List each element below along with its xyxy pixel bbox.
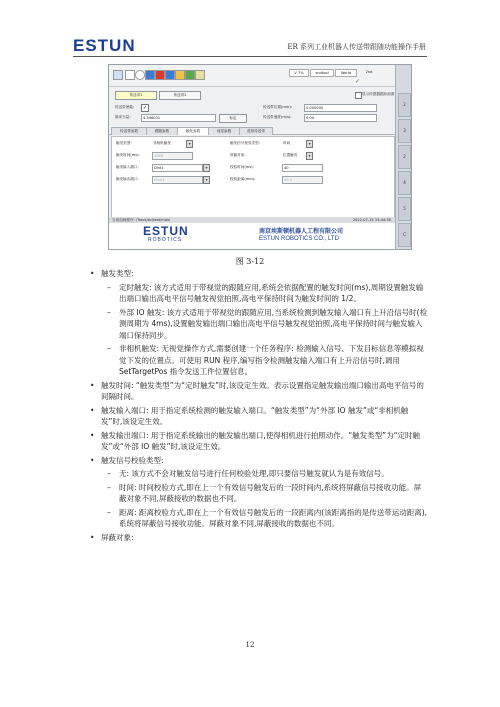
bullet-item: [88, 380, 428, 403]
figure-caption: 图 3-12: [235, 257, 265, 266]
banner-company-en: ESTUN ROBOTICS CO., LTD: [259, 236, 339, 242]
bullet-item: [88, 532, 428, 544]
bullet-text: 距离: 距离校验方式,即在上一个有效信号触发后的一段距离内(该距离指的是传送带运动距离),系统将屏蔽信号接收功能。屏蔽对象不同,屏蔽接收的数据也不同。: [119, 507, 428, 528]
bullet-marker: •: [90, 455, 95, 465]
show-plane-checkbox[interactable]: [355, 92, 362, 99]
world-field[interactable]: World: [335, 69, 357, 77]
out-port-dropdown-icon[interactable]: ▾: [203, 176, 210, 184]
bullet-text: 触发信号校验类型:: [101, 455, 164, 465]
bullet-item: [88, 282, 428, 305]
coordinate-icon[interactable]: [135, 70, 145, 80]
tab-virtual-conveyor[interactable]: 虚拟传送带: [239, 127, 273, 135]
manual-title: ER 系列工业机器人传送带跟随功能操作手册: [287, 43, 426, 51]
bullet-marker: •: [90, 532, 95, 542]
bullet-item: [88, 468, 428, 480]
bullet-marker: –: [107, 307, 111, 317]
tab-follow-params[interactable]: 跟随参数: [146, 127, 178, 135]
tab-row: [109, 127, 395, 135]
bullet-marker: •: [90, 430, 95, 440]
status-time: 2022-07-15 15:44:30: [352, 218, 391, 222]
bullet-text: 触发类型:: [101, 269, 134, 278]
pulse-field[interactable]: 4.346031: [141, 114, 216, 122]
bullet-text: 时间: 时间校验方式,即在上一个有效信号触发后的一段时间内,系统将屏蔽信号接收功能。屏蔽对象不同,屏蔽接收的数据也不同。: [119, 482, 422, 503]
bullet-marker: –: [107, 282, 111, 292]
in-port-dropdown-icon[interactable]: ▾: [203, 164, 210, 172]
conveyor-settings-screenshot: [108, 64, 412, 250]
bullet-item: [88, 482, 428, 505]
in-port-label: 触发输入端口:: [116, 165, 139, 169]
speed-field[interactable]: V 7%: [289, 69, 309, 77]
status-field: 2nd: [365, 70, 373, 74]
bullet-marker: –: [107, 482, 111, 492]
banner-logo: ESTUN: [143, 224, 189, 238]
bullet-marker: •: [90, 269, 95, 278]
run-mode-icon[interactable]: [175, 70, 185, 80]
banner-company-cn: 南京埃斯顿机器人工程有限公司: [259, 228, 344, 235]
in-port-field[interactable]: Dint1: [152, 164, 203, 172]
trigger-time-label: 触发时间(ms):: [116, 153, 140, 157]
stop-icon[interactable]: [155, 70, 165, 80]
out-port-label: 触发输出端口:: [116, 177, 139, 181]
mask-field[interactable]: 位置触发: [283, 153, 298, 157]
bullet-text: 触发输出端口: 用于指定系统输出的触发输出端口,使得相机进行拍照动作。“触发类型”为“定时触发”或“外部 IO 触发”时,该设定生效。: [101, 430, 420, 451]
bullet-marker: –: [107, 344, 111, 353]
side-tab-4[interactable]: 4: [398, 171, 411, 195]
tab-trigger-params[interactable]: 触发参数: [177, 127, 209, 135]
right-side-tabs: [395, 65, 411, 249]
main-panel: [109, 87, 395, 217]
pos-label: 传送带位置(mm):: [263, 105, 292, 109]
bullet-marker: –: [107, 507, 111, 517]
banner-robotics: ROBOTICS: [148, 237, 183, 243]
monitor-icon[interactable]: [165, 70, 175, 80]
estun-banner: [109, 223, 395, 249]
mask-label: 屏蔽对象:: [230, 153, 246, 157]
enable-label: 传送带使能:: [115, 105, 135, 109]
bullet-text: 无: 该方式不会对触发信号进行任何校验处理,即只要信号触发就认为是有效信号。: [119, 469, 389, 478]
trigger-params-panel: [111, 136, 395, 218]
side-tab-3[interactable]: 2: [398, 145, 411, 169]
servo-icon[interactable]: [185, 70, 195, 80]
bullet-marker: –: [107, 469, 111, 478]
check-time-label: 校验时间(ms):: [230, 165, 254, 169]
header-rule: [73, 56, 427, 57]
check-type-label: 触发信号校验类型:: [230, 141, 260, 145]
check-dist-label: 校验距离(mm):: [230, 177, 256, 181]
trigger-time-field[interactable]: 1000: [152, 152, 193, 160]
conveyor2-button[interactable]: 传送带2: [159, 91, 201, 100]
trigger-type-label: 触发类型:: [116, 141, 132, 145]
out-port-field[interactable]: Dout1: [152, 176, 203, 184]
pulse-label: 脉冲当量:: [115, 115, 131, 119]
pos-field: 0.000000: [304, 104, 377, 112]
home-icon[interactable]: [113, 70, 123, 80]
side-tab-2[interactable]: 3: [398, 119, 411, 143]
file-icon[interactable]: [125, 70, 135, 80]
bullet-text: 非相机触发: 无视觉操作方式,需要创建一个任务程序: 检测输入信号、下发目标信息等模拟视觉下发的位置点。可使用 RUN 程序,编写指令检测触发输入端口有上升沿信号时,调用 SetTargetPos 指令发送工件位置信息。: [119, 344, 424, 376]
bullet-text: 定时触发: 该方式适用于带视觉的跟随应用,系统会依据配置的触发时间(ms),周期设置触发输出端口输出高电平信号触发视觉拍照,高电平保持时间为触发时间的 1/2。: [119, 282, 424, 303]
show-plane-label: 显示传感器跟踪画面: [362, 92, 395, 96]
tab-conveyor-params[interactable]: 传送带参数: [111, 127, 147, 135]
bullet-item: [88, 405, 428, 428]
bullet-item: [88, 307, 428, 342]
side-tab-6[interactable]: C: [398, 223, 411, 247]
tab-vision-params[interactable]: 视觉参数: [208, 127, 240, 135]
side-tab-1[interactable]: 2: [398, 93, 411, 117]
mask-dropdown-icon[interactable]: ▾: [306, 152, 313, 160]
bullet-text: 外部 IO 触发: 该方式适用于带视觉的跟随应用,当系统检测到触发输入端口有上升沿信号时(检测周期为 4ms),设置触发输出端口输出高电平信号触发视觉拍照,高电平保持时间与触发输入端口保持同步。: [119, 307, 428, 340]
estun-logo: ESTUN: [73, 36, 136, 55]
bullet-marker: •: [90, 405, 95, 415]
status-path: 当前加载程序: /Track/ec/test/main: [112, 218, 171, 222]
speed-field-value: 0.00: [304, 114, 377, 122]
page-number: 12: [245, 641, 255, 649]
bullet-item: [88, 343, 428, 378]
bullet-item: [88, 507, 428, 530]
tool-field[interactable]: sndtool: [310, 69, 334, 77]
program-icon[interactable]: [145, 70, 155, 80]
check-type-field[interactable]: 时间: [283, 141, 291, 145]
conveyor1-button[interactable]: 传送带1: [115, 91, 157, 100]
bullet-text: 触发时间: “触发类型”为“定时触发”时,该设定生效。表示设置指定触发输出端口输出高电平信号的间隔时间。: [101, 380, 424, 401]
check-time-field[interactable]: 40: [282, 164, 323, 172]
trigger-type-dropdown-icon[interactable]: ▾: [186, 140, 193, 148]
bullet-item: [88, 430, 428, 453]
bullet-marker: •: [90, 380, 95, 390]
check-type-dropdown-icon[interactable]: ▾: [306, 140, 313, 148]
hand-icon[interactable]: [195, 70, 205, 80]
toolbar: [109, 65, 395, 87]
bullet-item: [88, 268, 428, 280]
side-tab-5[interactable]: 5: [398, 197, 411, 221]
body-text: [88, 268, 428, 545]
speed-label: 传送带速度(m/s):: [263, 115, 292, 119]
check-dist-field[interactable]: 50.0: [282, 176, 323, 184]
trigger-type-field[interactable]: 非相机触发: [153, 141, 171, 145]
check-icon: ✓: [355, 78, 361, 85]
bullet-item: [88, 455, 428, 467]
bullet-text: 触发输入端口: 用于指定系统检测的触发输入端口。“触发类型”为“外部 IO 触发”或“非相机触发”时,该设定生效。: [101, 405, 409, 426]
enable-checkbox[interactable]: ✓: [142, 105, 148, 111]
calibrate-button[interactable]: 标定: [219, 114, 247, 123]
bullet-text: 屏蔽对象:: [101, 532, 134, 542]
